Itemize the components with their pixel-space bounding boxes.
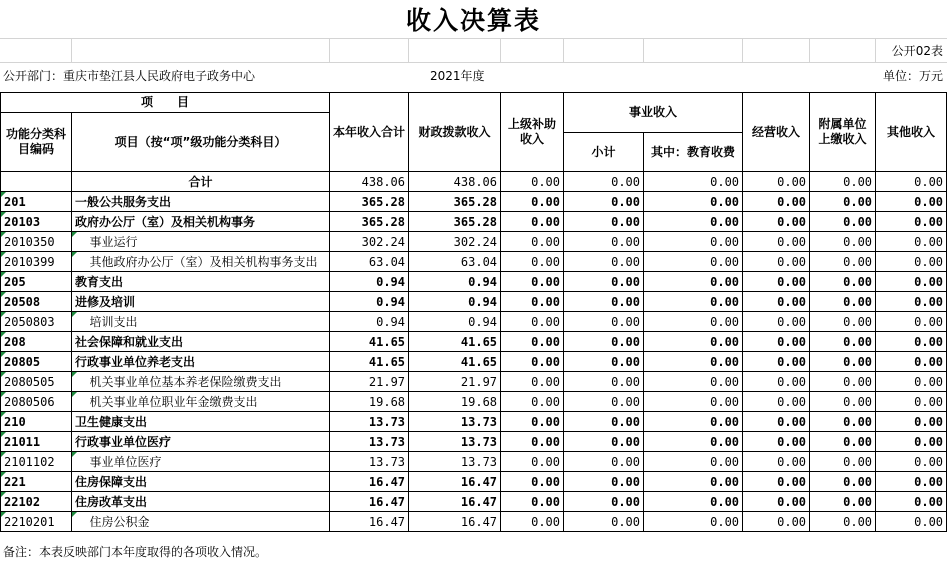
cell-affiliated: 0.00 — [810, 452, 876, 472]
cell-subtotal: 0.00 — [564, 432, 644, 452]
cell-subsidy: 0.00 — [501, 292, 564, 312]
name-text: 机关事业单位职业年金缴费支出 — [75, 395, 258, 409]
cell-other: 0.00 — [876, 312, 947, 332]
cell-fiscal: 63.04 — [409, 252, 501, 272]
cell-code — [1, 232, 72, 252]
table-row — [1, 232, 947, 252]
cell-edu: 0.00 — [644, 292, 743, 312]
cell-affiliated: 0.00 — [810, 472, 876, 492]
cell-subsidy: 0.00 — [501, 512, 564, 532]
cell-business: 0.00 — [743, 352, 810, 372]
cell-subtotal: 0.00 — [564, 352, 644, 372]
cell-subsidy: 0.00 — [501, 192, 564, 212]
cell-subtotal: 0.00 — [564, 192, 644, 212]
cell-marker-icon — [72, 372, 77, 377]
cell-fiscal: 41.65 — [409, 332, 501, 352]
cell-other: 0.00 — [876, 212, 947, 232]
table-row — [1, 252, 947, 272]
header-other: 其他收入 — [876, 93, 947, 172]
cell-subtotal: 0.00 — [564, 512, 644, 532]
cell-edu: 0.00 — [644, 252, 743, 272]
name-text: 合计 — [188, 175, 213, 189]
cell-marker-icon — [1, 392, 6, 397]
cell-other: 0.00 — [876, 472, 947, 492]
cell-code — [1, 392, 72, 412]
cell-subtotal: 0.00 — [564, 172, 644, 192]
cell-name — [72, 352, 330, 372]
cell-fiscal: 0.94 — [409, 292, 501, 312]
header-name: 项目（按“项”级功能分类科目） — [72, 113, 330, 172]
cell-affiliated: 0.00 — [810, 192, 876, 212]
table-row — [1, 192, 947, 212]
cell-code — [1, 492, 72, 512]
cell-other: 0.00 — [876, 512, 947, 532]
cell-subsidy: 0.00 — [501, 232, 564, 252]
year-label: 2021年度 — [430, 69, 485, 83]
cell-affiliated: 0.00 — [810, 512, 876, 532]
cell-edu: 0.00 — [644, 192, 743, 212]
name-text: 行政事业单位医疗 — [75, 435, 172, 449]
cell-other: 0.00 — [876, 192, 947, 212]
cell-total: 13.73 — [330, 432, 409, 452]
page-title: 收入决算表 — [405, 6, 541, 35]
cell-marker-icon — [72, 452, 77, 457]
cell-other: 0.00 — [876, 412, 947, 432]
cell-code — [1, 432, 72, 452]
code-text: 2010350 — [4, 234, 55, 249]
cell-code — [1, 272, 72, 292]
name-text: 教育支出 — [75, 275, 124, 289]
name-text: 政府办公厅（室）及相关机构事务 — [75, 215, 256, 229]
cell-name — [72, 392, 330, 412]
cell-code — [1, 472, 72, 492]
cell-marker-icon — [1, 292, 6, 297]
cell-edu: 0.00 — [644, 272, 743, 292]
cell-fiscal: 19.68 — [409, 392, 501, 412]
code-text: 2101102 — [4, 454, 55, 469]
cell-fiscal: 365.28 — [409, 212, 501, 232]
cell-code — [1, 312, 72, 332]
cell-marker-icon — [1, 212, 6, 217]
cell-other: 0.00 — [876, 372, 947, 392]
cell-business: 0.00 — [743, 312, 810, 332]
table-row — [1, 272, 947, 292]
cell-marker-icon — [1, 472, 6, 477]
cell-subsidy: 0.00 — [501, 472, 564, 492]
cell-business: 0.00 — [743, 272, 810, 292]
cell-affiliated: 0.00 — [810, 292, 876, 312]
cell-marker-icon — [1, 352, 6, 357]
cell-fiscal: 13.73 — [409, 432, 501, 452]
code-text: 21011 — [4, 434, 41, 449]
cell-total: 0.94 — [330, 292, 409, 312]
cell-edu: 0.00 — [644, 512, 743, 532]
cell-edu: 0.00 — [644, 232, 743, 252]
table-row — [1, 452, 947, 472]
cell-affiliated: 0.00 — [810, 172, 876, 192]
cell-fiscal: 16.47 — [409, 512, 501, 532]
cell-business: 0.00 — [743, 232, 810, 252]
name-text: 进修及培训 — [75, 295, 136, 309]
cell-marker-icon — [1, 332, 6, 337]
cell-edu: 0.00 — [644, 452, 743, 472]
cell-code — [1, 452, 72, 472]
cell-other: 0.00 — [876, 432, 947, 452]
cell-total: 0.94 — [330, 272, 409, 292]
name-text: 行政事业单位养老支出 — [75, 355, 196, 369]
cell-subsidy: 0.00 — [501, 412, 564, 432]
code-text: 22102 — [4, 494, 41, 509]
cell-affiliated: 0.00 — [810, 412, 876, 432]
cell-name — [72, 272, 330, 292]
cell-total: 63.04 — [330, 252, 409, 272]
cell-marker-icon — [72, 312, 77, 317]
cell-other: 0.00 — [876, 332, 947, 352]
cell-subtotal: 0.00 — [564, 232, 644, 252]
header-affiliated: 附属单位上缴收入 — [810, 93, 876, 172]
cell-business: 0.00 — [743, 372, 810, 392]
code-text: 205 — [4, 274, 26, 289]
cell-total: 41.65 — [330, 332, 409, 352]
name-text: 社会保障和就业支出 — [75, 335, 184, 349]
cell-marker-icon — [1, 512, 6, 517]
name-text: 一般公共服务支出 — [75, 195, 172, 209]
cell-fiscal: 21.97 — [409, 372, 501, 392]
name-text: 住房改革支出 — [75, 495, 148, 509]
cell-total: 16.47 — [330, 472, 409, 492]
cell-subsidy: 0.00 — [501, 172, 564, 192]
cell-marker-icon — [1, 252, 6, 257]
name-text: 培训支出 — [75, 315, 138, 329]
cell-name — [72, 492, 330, 512]
cell-total: 41.65 — [330, 352, 409, 372]
cell-total: 16.47 — [330, 512, 409, 532]
header-fiscal: 财政拨款收入 — [409, 93, 501, 172]
cell-subtotal: 0.00 — [564, 392, 644, 412]
name-text: 事业运行 — [75, 235, 138, 249]
table-row — [1, 392, 947, 412]
name-text: 机关事业单位基本养老保险缴费支出 — [75, 375, 282, 389]
header-total: 本年收入合计 — [330, 93, 409, 172]
table-row — [1, 352, 947, 372]
cell-name — [72, 232, 330, 252]
table-row — [1, 312, 947, 332]
cell-name — [72, 192, 330, 212]
cell-other: 0.00 — [876, 492, 947, 512]
cell-name — [72, 432, 330, 452]
cell-subsidy: 0.00 — [501, 392, 564, 412]
cell-name — [72, 312, 330, 332]
cell-subsidy: 0.00 — [501, 452, 564, 472]
cell-subsidy: 0.00 — [501, 332, 564, 352]
cell-affiliated: 0.00 — [810, 332, 876, 352]
cell-edu: 0.00 — [644, 432, 743, 452]
cell-fiscal: 13.73 — [409, 452, 501, 472]
cell-code — [1, 172, 72, 192]
cell-affiliated: 0.00 — [810, 432, 876, 452]
cell-marker-icon — [72, 512, 77, 517]
cell-code — [1, 252, 72, 272]
cell-subsidy: 0.00 — [501, 352, 564, 372]
cell-fiscal: 438.06 — [409, 172, 501, 192]
cell-business: 0.00 — [743, 512, 810, 532]
cell-subtotal: 0.00 — [564, 292, 644, 312]
code-text: 208 — [4, 334, 26, 349]
cell-fiscal: 0.94 — [409, 272, 501, 292]
code-text: 2210201 — [4, 514, 55, 529]
cell-marker-icon — [1, 232, 6, 237]
cell-fiscal: 365.28 — [409, 192, 501, 212]
cell-other: 0.00 — [876, 232, 947, 252]
header-subsidy: 上级补助收入 — [501, 93, 564, 172]
code-text: 20103 — [4, 214, 41, 229]
table-number: 公开02表 — [891, 44, 943, 58]
cell-code — [1, 352, 72, 372]
cell-total: 16.47 — [330, 492, 409, 512]
cell-other: 0.00 — [876, 352, 947, 372]
cell-other: 0.00 — [876, 172, 947, 192]
cell-fiscal: 41.65 — [409, 352, 501, 372]
cell-code — [1, 332, 72, 352]
cell-subsidy: 0.00 — [501, 492, 564, 512]
cell-edu: 0.00 — [644, 492, 743, 512]
cell-business: 0.00 — [743, 212, 810, 232]
table-row — [1, 372, 947, 392]
cell-code — [1, 192, 72, 212]
cell-edu: 0.00 — [644, 312, 743, 332]
name-text: 卫生健康支出 — [75, 415, 148, 429]
cell-affiliated: 0.00 — [810, 212, 876, 232]
cell-subtotal: 0.00 — [564, 472, 644, 492]
cell-affiliated: 0.00 — [810, 252, 876, 272]
cell-edu: 0.00 — [644, 332, 743, 352]
cell-subsidy: 0.00 — [501, 372, 564, 392]
header-career: 事业收入 — [564, 93, 743, 133]
cell-code — [1, 512, 72, 532]
cell-business: 0.00 — [743, 492, 810, 512]
cell-name — [72, 252, 330, 272]
cell-subtotal: 0.00 — [564, 332, 644, 352]
cell-subtotal: 0.00 — [564, 372, 644, 392]
cell-code — [1, 372, 72, 392]
cell-affiliated: 0.00 — [810, 312, 876, 332]
cell-business: 0.00 — [743, 412, 810, 432]
cell-marker-icon — [1, 372, 6, 377]
cell-name — [72, 472, 330, 492]
cell-business: 0.00 — [743, 172, 810, 192]
cell-name — [72, 332, 330, 352]
cell-edu: 0.00 — [644, 412, 743, 432]
cell-fiscal: 16.47 — [409, 492, 501, 512]
cell-edu: 0.00 — [644, 392, 743, 412]
code-text: 20508 — [4, 294, 41, 309]
table-row — [1, 472, 947, 492]
cell-business: 0.00 — [743, 392, 810, 412]
table-row — [1, 212, 947, 232]
cell-edu: 0.00 — [644, 352, 743, 372]
cell-business: 0.00 — [743, 472, 810, 492]
cell-code — [1, 212, 72, 232]
cell-total: 19.68 — [330, 392, 409, 412]
table-row — [1, 412, 947, 432]
cell-business: 0.00 — [743, 332, 810, 352]
cell-affiliated: 0.00 — [810, 492, 876, 512]
cell-fiscal: 13.73 — [409, 412, 501, 432]
cell-total: 13.73 — [330, 412, 409, 432]
cell-total: 13.73 — [330, 452, 409, 472]
cell-marker-icon — [1, 192, 6, 197]
cell-marker-icon — [1, 432, 6, 437]
header-xiangmu: 项 目 — [1, 93, 330, 113]
cell-name — [72, 292, 330, 312]
cell-fiscal: 302.24 — [409, 232, 501, 252]
code-text: 210 — [4, 414, 26, 429]
cell-fiscal: 16.47 — [409, 472, 501, 492]
cell-subsidy: 0.00 — [501, 312, 564, 332]
cell-subsidy: 0.00 — [501, 432, 564, 452]
cell-affiliated: 0.00 — [810, 272, 876, 292]
header-edu: 其中：教育收费 — [644, 133, 743, 172]
code-text: 2080506 — [4, 394, 55, 409]
code-text: 2010399 — [4, 254, 55, 269]
cell-subsidy: 0.00 — [501, 272, 564, 292]
cell-marker-icon — [72, 392, 77, 397]
cell-name — [72, 172, 330, 192]
cell-edu: 0.00 — [644, 472, 743, 492]
cell-business: 0.00 — [743, 432, 810, 452]
header-business: 经营收入 — [743, 93, 810, 172]
table-row — [1, 492, 947, 512]
income-table — [0, 92, 947, 532]
name-text: 住房公积金 — [75, 515, 150, 529]
table-body — [1, 172, 947, 532]
cell-name — [72, 512, 330, 532]
cell-edu: 0.00 — [644, 172, 743, 192]
footnote: 备注：本表反映部门本年度取得的各项收入情况。 — [3, 545, 268, 559]
name-text: 事业单位医疗 — [75, 455, 162, 469]
cell-name — [72, 212, 330, 232]
cell-marker-icon — [1, 272, 6, 277]
cell-code — [1, 292, 72, 312]
cell-business: 0.00 — [743, 292, 810, 312]
cell-subsidy: 0.00 — [501, 252, 564, 272]
cell-marker-icon — [1, 492, 6, 497]
table-row — [1, 332, 947, 352]
table-row — [1, 292, 947, 312]
cell-name — [72, 452, 330, 472]
cell-name — [72, 372, 330, 392]
code-text: 2080505 — [4, 374, 55, 389]
table-row — [1, 172, 947, 192]
cell-other: 0.00 — [876, 292, 947, 312]
cell-name — [72, 412, 330, 432]
cell-other: 0.00 — [876, 252, 947, 272]
cell-business: 0.00 — [743, 192, 810, 212]
table-row — [1, 432, 947, 452]
cell-subsidy: 0.00 — [501, 212, 564, 232]
header-subtotal: 小计 — [564, 133, 644, 172]
cell-affiliated: 0.00 — [810, 392, 876, 412]
cell-other: 0.00 — [876, 392, 947, 412]
empty-grid-row — [0, 38, 947, 63]
cell-total: 302.24 — [330, 232, 409, 252]
code-text: 20805 — [4, 354, 41, 369]
cell-business: 0.00 — [743, 452, 810, 472]
cell-marker-icon — [1, 412, 6, 417]
department-label: 公开部门：重庆市垫江县人民政府电子政务中心 — [3, 69, 256, 83]
header-code: 功能分类科目编码 — [1, 113, 72, 172]
unit-label: 单位：万元 — [882, 69, 943, 83]
cell-subtotal: 0.00 — [564, 412, 644, 432]
code-text: 2050803 — [4, 314, 55, 329]
cell-affiliated: 0.00 — [810, 232, 876, 252]
cell-subtotal: 0.00 — [564, 492, 644, 512]
cell-other: 0.00 — [876, 272, 947, 292]
cell-subtotal: 0.00 — [564, 212, 644, 232]
name-text: 其他政府办公厅（室）及相关机构事务支出 — [75, 255, 318, 269]
cell-total: 365.28 — [330, 212, 409, 232]
cell-affiliated: 0.00 — [810, 352, 876, 372]
cell-code — [1, 412, 72, 432]
cell-edu: 0.00 — [644, 212, 743, 232]
cell-affiliated: 0.00 — [810, 372, 876, 392]
cell-business: 0.00 — [743, 252, 810, 272]
cell-subtotal: 0.00 — [564, 272, 644, 292]
cell-marker-icon — [72, 232, 77, 237]
cell-total: 438.06 — [330, 172, 409, 192]
cell-subtotal: 0.00 — [564, 252, 644, 272]
cell-total: 365.28 — [330, 192, 409, 212]
cell-total: 0.94 — [330, 312, 409, 332]
code-text: 221 — [4, 474, 26, 489]
name-text: 住房保障支出 — [75, 475, 148, 489]
cell-edu: 0.00 — [644, 372, 743, 392]
cell-marker-icon — [1, 452, 6, 457]
table-row — [1, 512, 947, 532]
cell-other: 0.00 — [876, 452, 947, 472]
cell-subtotal: 0.00 — [564, 312, 644, 332]
cell-marker-icon — [1, 312, 6, 317]
cell-subtotal: 0.00 — [564, 452, 644, 472]
code-text: 201 — [4, 194, 26, 209]
cell-marker-icon — [72, 252, 77, 257]
cell-fiscal: 0.94 — [409, 312, 501, 332]
cell-total: 21.97 — [330, 372, 409, 392]
